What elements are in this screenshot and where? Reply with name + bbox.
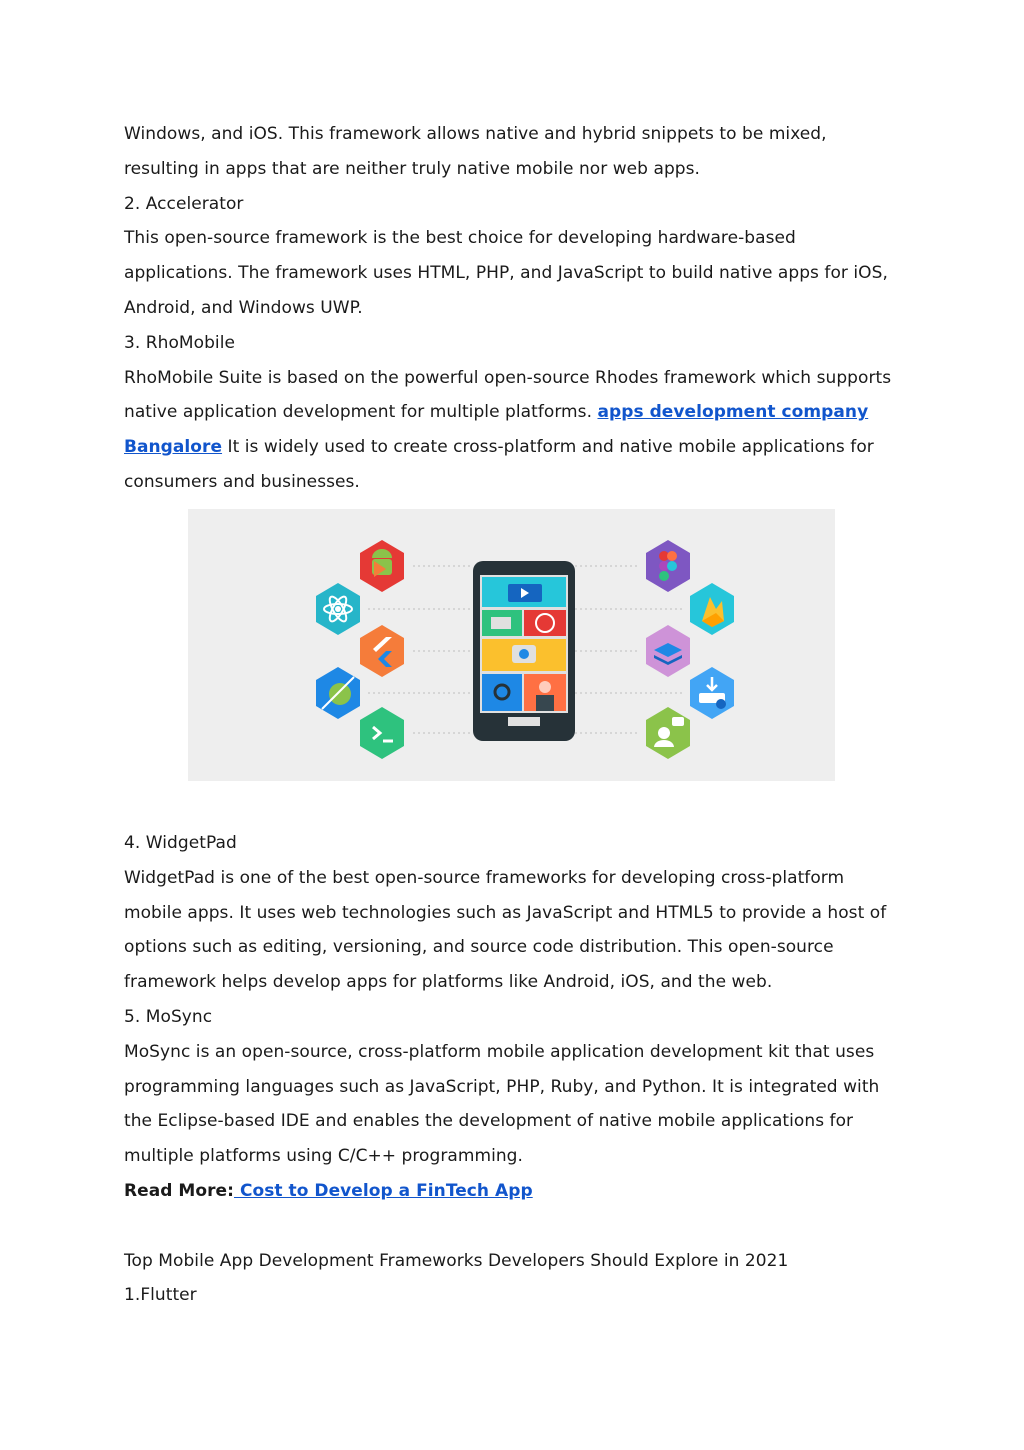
paragraph-line: This open-source framework is the best choice for developing hardware-based: [124, 228, 796, 249]
paragraph-line: framework helps develop apps for platforms like Android, iOS, and the web.: [124, 972, 773, 993]
chat-user-icon: [646, 707, 690, 759]
paragraph-line: RhoMobile Suite is based on the powerful open-source Rhodes framework which supports: [124, 367, 892, 388]
paragraph-line: MoSync is an open-source, cross-platform mobile application development kit that uses: [124, 1041, 875, 1062]
read-more-line: [124, 1174, 914, 1209]
paragraph-line: [124, 395, 914, 430]
firebase-icon: [690, 583, 734, 635]
react-icon: [316, 583, 360, 635]
paragraph-text: It is widely used to create cross-platform and native mobile applications for: [222, 437, 874, 458]
android-studio-icon: [316, 667, 360, 719]
section-heading: 3. RhoMobile: [124, 332, 235, 353]
frameworks-illustration: [188, 509, 835, 781]
section-heading: 4. WidgetPad: [124, 833, 237, 853]
list-item: 1.Flutter: [124, 1285, 197, 1306]
paragraph-line: Android, and Windows UWP.: [124, 297, 363, 318]
document-body-continued: [124, 826, 914, 1313]
paragraph-line: applications. The framework uses HTML, PHP, and JavaScript to build native apps for iOS,: [124, 263, 888, 284]
android-icon: [360, 540, 404, 592]
apps-development-link[interactable]: apps development company: [597, 402, 869, 423]
read-more-label: Read More:: [124, 1180, 234, 1201]
figma-icon: [646, 540, 690, 592]
paragraph-text: native application development for multiple platforms.: [124, 402, 598, 423]
paragraph-line: programming languages such as JavaScript, PHP, Ruby, and Python. It is integrated with: [124, 1076, 880, 1097]
smartphone-illustration: [473, 561, 575, 741]
illustration-svg: [188, 509, 835, 781]
fintech-app-link[interactable]: Cost to Develop a FinTech App: [234, 1180, 533, 1201]
terminal-icon: [360, 707, 404, 759]
layers-icon: [646, 625, 690, 677]
section-heading: Top Mobile App Development Frameworks Developers Should Explore in 2021: [124, 1250, 789, 1271]
spacer: [124, 1209, 914, 1244]
paragraph-line: Windows, and iOS. This framework allows native and hybrid snippets to be mixed,: [124, 124, 827, 144]
document-body: [124, 117, 914, 500]
flutter-icon: [360, 625, 404, 677]
section-heading: 5. MoSync: [124, 1006, 213, 1027]
paragraph-line: [124, 430, 914, 465]
paragraph-line: resulting in apps that are neither truly native mobile nor web apps.: [124, 158, 700, 179]
paragraph-line: multiple platforms using C/C++ programming.: [124, 1146, 523, 1167]
section-heading: 2. Accelerator: [124, 193, 244, 214]
paragraph-line: mobile apps. It uses web technologies such as JavaScript and HTML5 to provide a host of: [124, 902, 887, 923]
paragraph-line: options such as editing, versioning, and source code distribution. This open-source: [124, 937, 834, 958]
paragraph-line: WidgetPad is one of the best open-source frameworks for developing cross-platform: [124, 867, 845, 888]
apps-development-link-continued[interactable]: Bangalore: [124, 437, 223, 458]
paragraph-line: consumers and businesses.: [124, 471, 360, 492]
paragraph-line: the Eclipse-based IDE and enables the development of native mobile applications for: [124, 1111, 854, 1132]
download-lock-icon: [690, 667, 734, 719]
